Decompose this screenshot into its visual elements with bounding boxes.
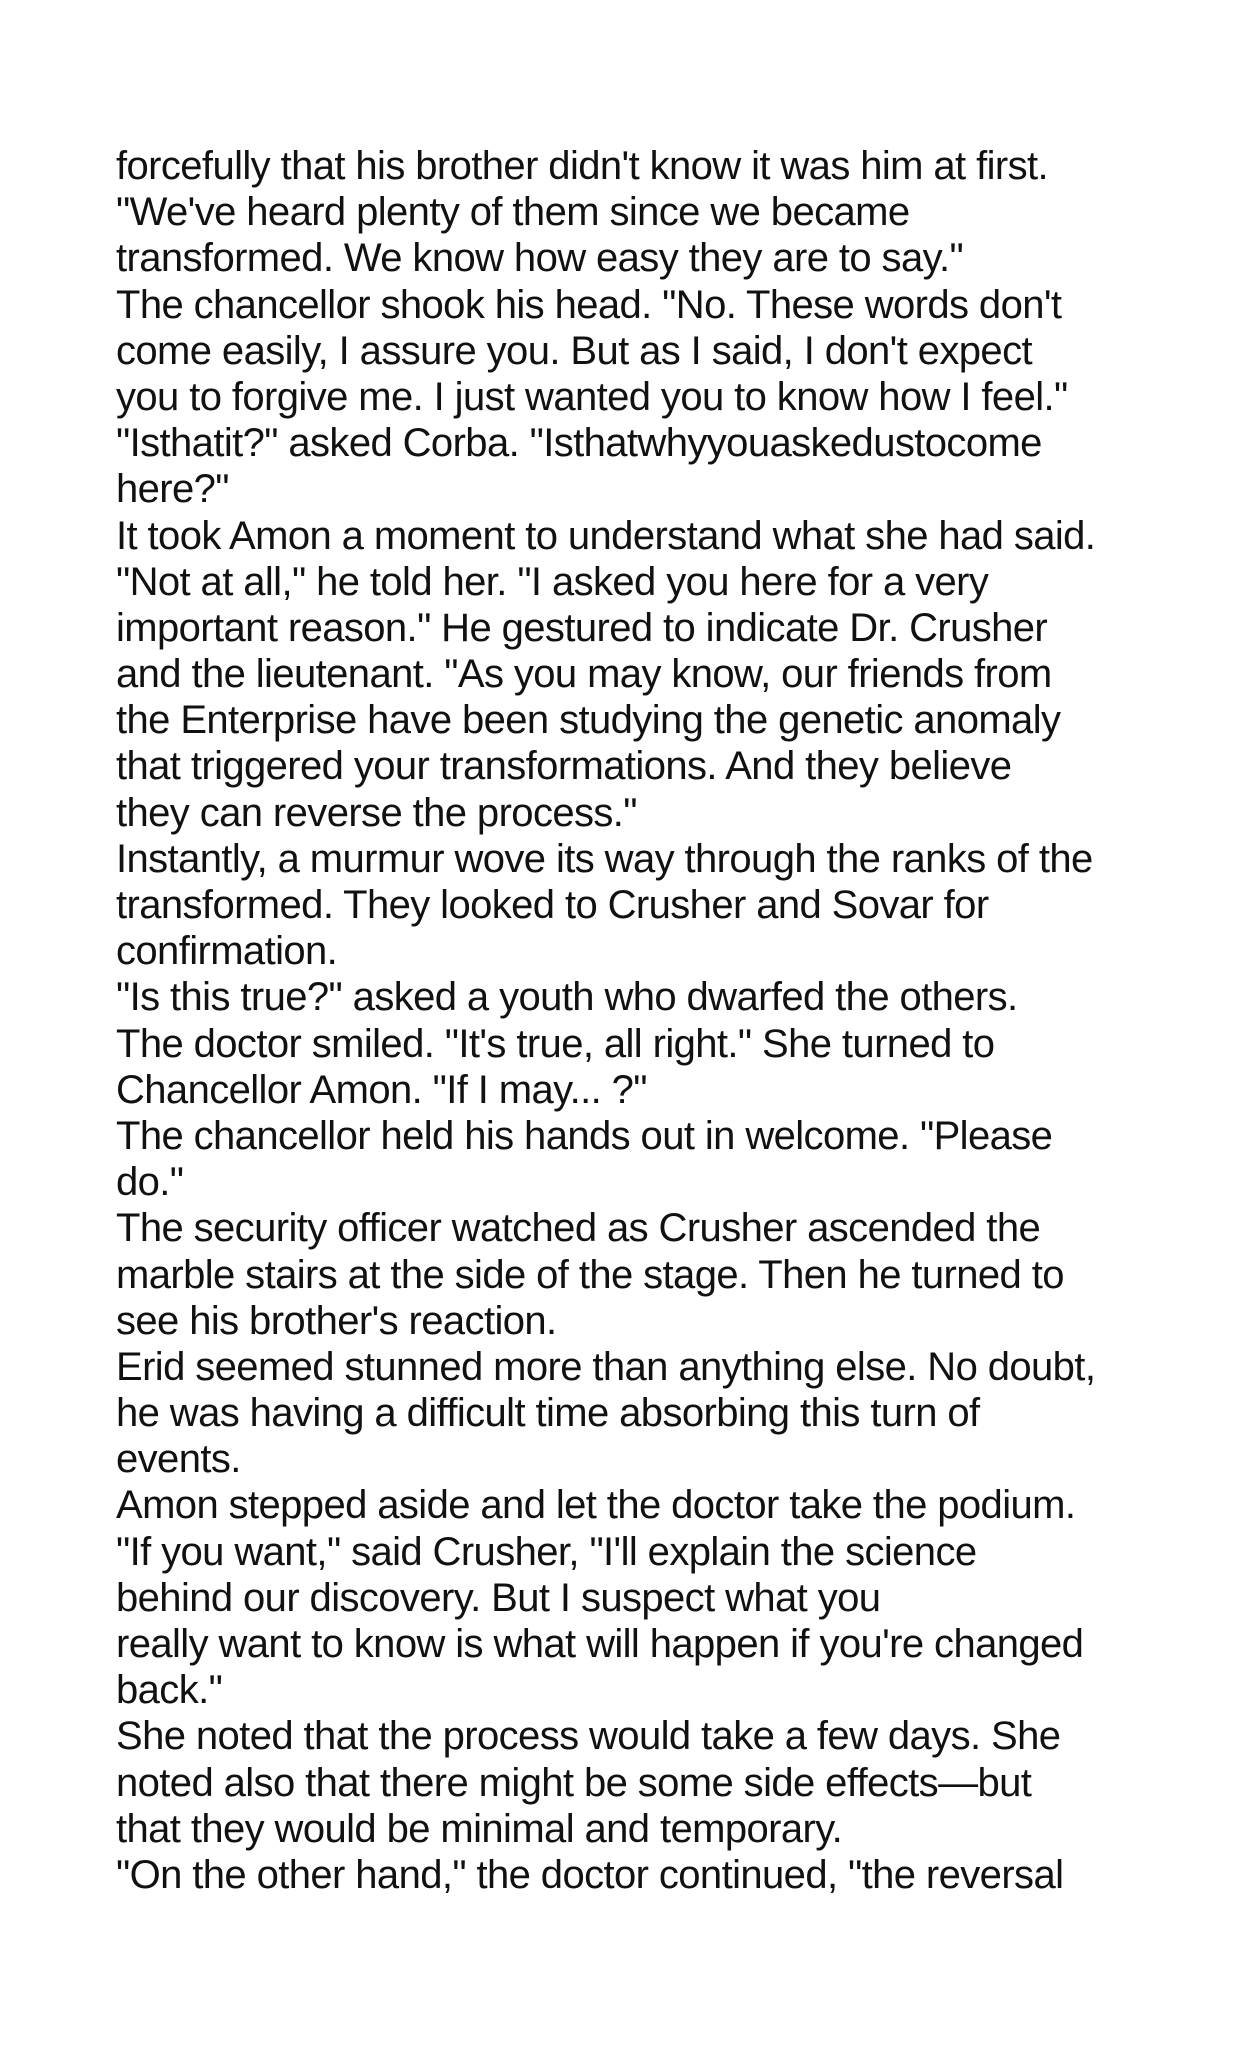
text-line: She noted that the process would take a few days. She	[116, 1714, 1061, 1759]
text-line: transformed. We know how easy they are to say."	[116, 236, 964, 281]
text-line: the Enterprise have been studying the genetic anomaly	[116, 698, 1061, 743]
text-line: marble stairs at the side of the stage. Then he turned to	[116, 1252, 1064, 1297]
text-line: "We've heard plenty of them since we became	[116, 190, 910, 235]
text-line: The security officer watched as Crusher ascended the	[116, 1206, 1041, 1251]
text-line: noted also that there might be some side effects—but	[116, 1760, 1032, 1805]
text-line: he was having a difficult time absorbing this turn of	[116, 1391, 980, 1436]
text-line: confirmation.	[116, 929, 338, 974]
text-line: really want to know is what will happen if you're changed	[116, 1622, 1084, 1666]
text-line: back."	[116, 1668, 223, 1713]
text-line: Instantly, a murmur wove its way through the ranks of the	[116, 836, 1093, 881]
text-line: The chancellor shook his head. "No. These words don't	[116, 282, 1062, 327]
text-line: It took Amon a moment to understand what she had said.	[116, 513, 1096, 558]
text-line: "Isthatit?" asked Corba. "Isthatwhyyouaskedustocome	[116, 421, 1042, 466]
text-line: events.	[116, 1437, 241, 1482]
text-line: forcefully that his brother didn't know it was him at first.	[116, 144, 1049, 188]
text-line: The chancellor held his hands out in welcome. "Please	[116, 1113, 1053, 1158]
page-text	[116, 143, 1136, 1898]
text-line: "Is this true?" asked a youth who dwarfed the others.	[116, 975, 1018, 1020]
text-line: important reason." He gestured to indicate Dr. Crusher	[116, 605, 1048, 650]
text-line: Amon stepped aside and let the doctor take the podium.	[116, 1483, 1076, 1528]
text-line: you to forgive me. I just wanted you to know how I feel."	[116, 374, 1068, 419]
text-line: do."	[116, 1160, 184, 1205]
text-line: behind our discovery. But I suspect what you	[116, 1575, 881, 1620]
text-line: transformed. They looked to Crusher and Sovar for	[116, 883, 989, 927]
text-line: that they would be minimal and temporary.	[116, 1806, 843, 1851]
text-line: here?"	[116, 467, 229, 512]
text-line: Chancellor Amon. "If I may... ?"	[116, 1067, 647, 1112]
text-line: "If you want," said Crusher, "I'll explain the science	[116, 1529, 977, 1574]
text-line: The doctor smiled. "It's true, all right." She turned to	[116, 1021, 995, 1066]
text-line: "On the other hand," the doctor continued, "the reversal	[116, 1852, 1064, 1897]
text-line: Erid seemed stunned more than anything else. No doubt,	[116, 1344, 1096, 1389]
text-line: see his brother's reaction.	[116, 1298, 557, 1343]
text-line: and the lieutenant. "As you may know, our friends from	[116, 652, 1052, 697]
text-line: they can reverse the process."	[116, 790, 637, 835]
text-line: come easily, I assure you. But as I said, I don't expect	[116, 328, 1032, 373]
text-line: "Not at all," he told her. "I asked you here for a very	[116, 559, 989, 604]
text-line: that triggered your transformations. And they believe	[116, 744, 1012, 789]
